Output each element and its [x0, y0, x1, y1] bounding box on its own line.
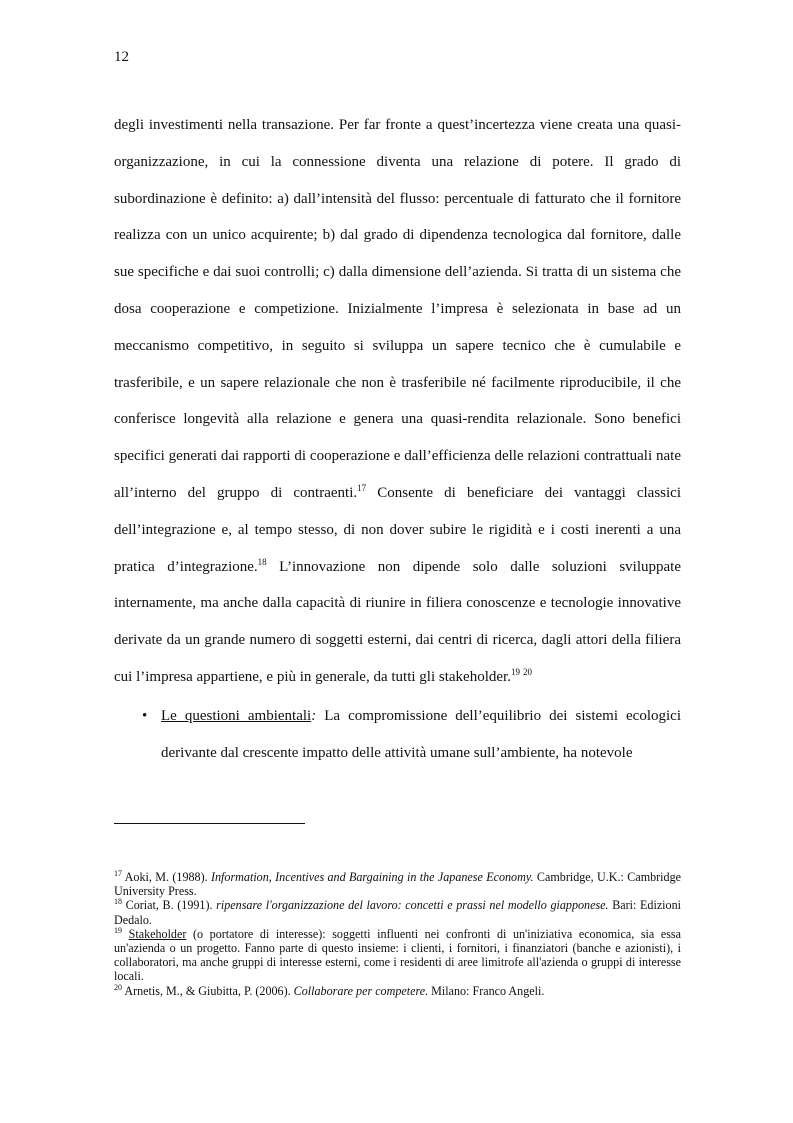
footnote-title: Information, Incentives and Bargaining in the Japanese Economy.	[210, 870, 534, 884]
main-text	[114, 107, 681, 771]
footnote-number: 18	[114, 897, 122, 907]
bullet-heading: Le questioni ambientali	[161, 707, 312, 724]
footnote-term: Stakeholder	[128, 926, 187, 941]
footnote-author: Coriat, B. (1991).	[122, 898, 217, 913]
footnote-author: Aoki, M. (1988).	[122, 870, 211, 884]
footnote-number: 17	[114, 869, 122, 878]
footnote-17	[114, 870, 681, 898]
footnote-19	[114, 927, 681, 984]
bullet-item	[114, 698, 681, 772]
footnote-author: Arnetis, M., & Giubitta, P. (2006).	[122, 983, 294, 998]
footnote-18	[114, 898, 681, 926]
footnote-title: Collaborare per competere.	[293, 983, 429, 998]
footnote-publisher: Bari: Edizioni Dedalo.	[114, 898, 681, 927]
footnote-publisher: Milano: Franco Angeli.	[428, 983, 545, 998]
page-number: 12	[114, 49, 129, 65]
footnote-separator	[114, 823, 305, 824]
footnote-number: 19	[114, 925, 122, 935]
bullet-colon: :	[311, 707, 317, 724]
footnote-publisher: Cambridge, U.K.: Cambridge University Press.	[114, 870, 681, 899]
footnote-ref-18: 18	[257, 556, 267, 567]
bullet-text: La compromissione dell’equilibrio dei sistemi ecologici derivante dal crescente impatto delle attività umane sull’ambiente, ha notevole	[161, 707, 681, 761]
body-paragraph	[114, 107, 681, 696]
paragraph-text: Consente di beneficiare dei vantaggi classici dell’integrazione e, al tempo stesso, di non dover subire le rigidità e i costi inerenti a una pratica d’integrazione.	[114, 484, 682, 575]
footnote-20	[114, 984, 681, 998]
footnote-number: 20	[114, 982, 122, 992]
footnotes	[114, 870, 681, 998]
footnote-title: ripensare l'organizzazione del lavoro: concetti e prassi nel modello giapponese.	[216, 898, 609, 913]
bullet-icon: •	[142, 707, 148, 724]
footnote-ref-17: 17	[357, 482, 367, 493]
footnote-ref-20: 20	[522, 666, 532, 677]
paragraph-text: degli investimenti nella transazione. Per far fronte a quest’incertezza viene creata una quasi-organizzazione, in cui la connessione diventa una relazione di potere. Il grado di subordinazione è definito: a) dall’intensità del flusso: percentuale di fatturato che il fornitore realizza con un unico acquirente; b) dal grado di dipendenza tecnologica dal fornitore, dalle sue specifiche e dai suoi controlli; c) dalla dimensione dell’azienda. Si tratta di un sistema che dosa cooperazione e competizione. Inizialmente l’impresa è selezionata in base ad un meccanismo competitivo, in seguito si sviluppa un sapere tecnico che è cumulabile e trasferibile, e un sapere relazionale che non è trasferibile né facilmente riproducibile, il che conferisce longevità alla relazione e genera una quasi-rendita relazionale. Sono benefici specifici generati dai rapporti di cooperazione e dall’efficienza delle relazioni contrattuali nate all’interno del gruppo di contraenti.	[114, 117, 681, 501]
footnote-ref-19: 19	[510, 666, 520, 677]
paragraph-text: L’innovazione non dipende solo dalle soluzioni sviluppate internamente, ma anche dalla capacità di riunire in filiera conoscenze e tecnologie innovative derivate da un grande numero di soggetti esterni, dai centri di ricerca, dagli attori della filiera cui l’impresa appartiene, e più in generale, da tutti gli stakeholder.	[114, 558, 681, 685]
footnote-definition: (o portatore di interesse): soggetti influenti nei confronti di un'iniziativa economica, sia essa un'azienda o un progetto. Fanno parte di questo insieme: i clienti, i fornitori, i finanziatori (banche e azionisti), i collaboratori, ma anche gruppi di interesse esterni, come i residenti di aree limitrofe all'azienda o gruppi di interesse locali.	[114, 926, 682, 984]
